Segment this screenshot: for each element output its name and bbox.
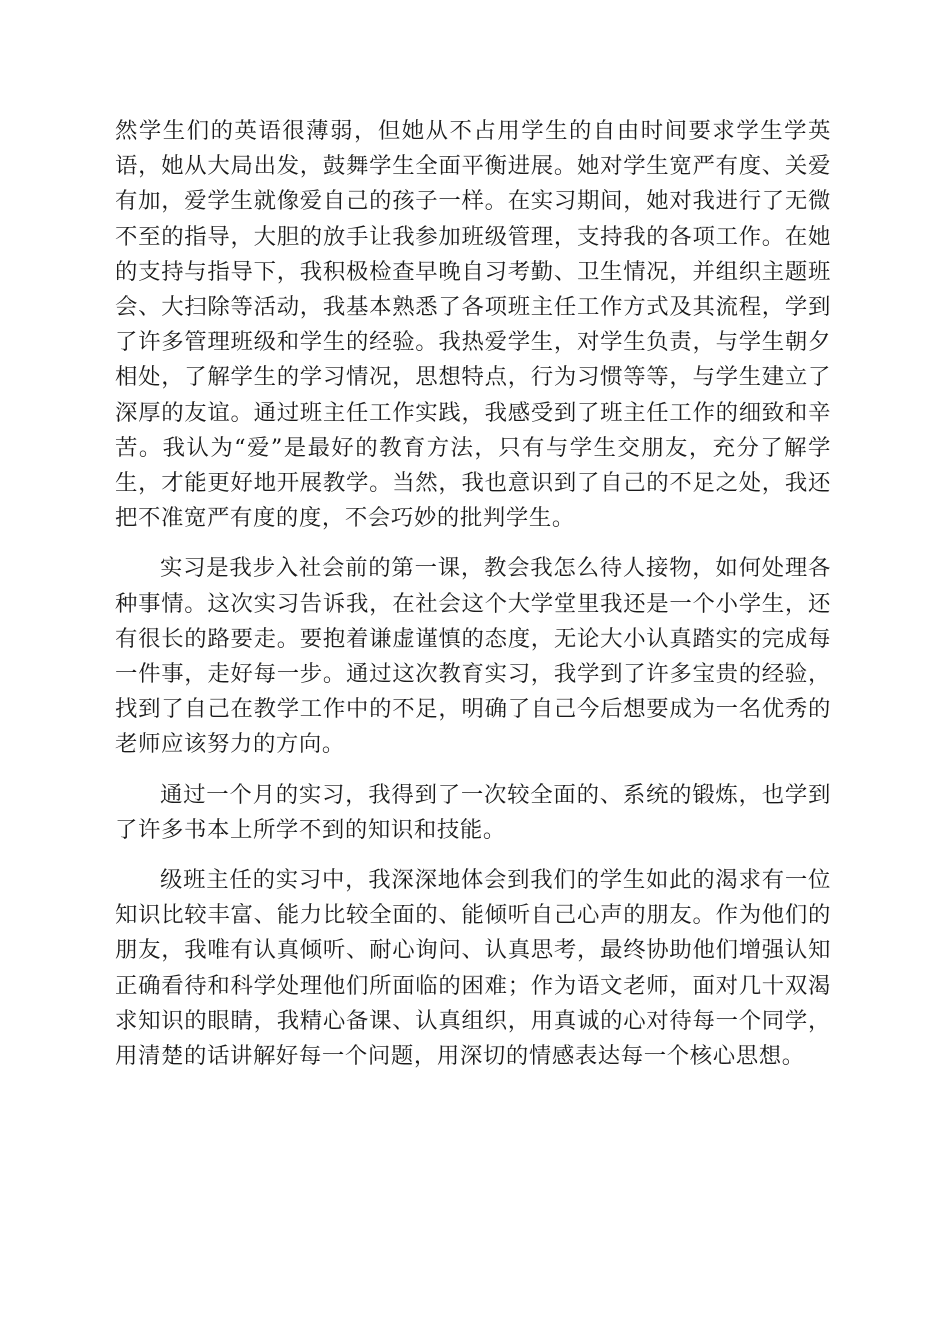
paragraph-4: 级班主任的实习中，我深深地体会到我们的学生如此的渴求有一位知识比较丰富、能力比较全面的、能倾听自己心声的朋友。作为他们的朋友，我唯有认真倾听、耐心询问、认真思考，最终协助他们增强认知正确看待和科学处理他们所面临的困难；作为语文老师，面对几十双渴求知识的眼睛，我精心备课、认真组织，用真诚的心对待每一个同学，用清楚的话讲解好每一个问题，用深切的情感表达每一个核心思想。 [115, 867, 831, 1070]
paragraph-3: 通过一个月的实习，我得到了一次较全面的、系统的锻炼，也学到了许多书本上所学不到的知识和技能。 [115, 781, 831, 843]
document-page [115, 114, 831, 1089]
paragraph-2: 实习是我步入社会前的第一课，教会我怎么待人接物，如何处理各种事情。这次实习告诉我，在社会这个大学堂里我还是一个小学生，还有很长的路要走。要抱着谦虚谨慎的态度，无论大小认真踏实的完成每一件事，走好每一步。通过这次教育实习，我学到了许多宝贵的经验，找到了自己在教学工作中的不足，明确了自己今后想要成为一名优秀的老师应该努力的方向。 [115, 555, 831, 758]
paragraph-1: 然学生们的英语很薄弱，但她从不占用学生的自由时间要求学生学英语，她从大局出发，鼓舞学生全面平衡进展。她对学生宽严有度、关爱有加，爱学生就像爱自己的孩子一样。在实习期间，她对我进行了无微不至的指导，大胆的放手让我参加班级管理，支持我的各项工作。在她的支持与指导下，我积极检查早晚自习考勤、卫生情况，并组织主题班会、大扫除等活动，我基本熟悉了各项班主任工作方式及其流程，学到了许多管理班级和学生的经验。我热爱学生，对学生负责，与学生朝夕相处，了解学生的学习情况，思想特点，行为习惯等等，与学生建立了深厚的友谊。通过班主任工作实践，我感受到了班主任工作的细致和辛苦。我认为“爱”是最好的教育方法，只有与学生交朋友，充分了解学生，才能更好地开展教学。当然，我也意识到了自己的不足之处，我还把不准宽严有度的度，不会巧妙的批判学生。 [115, 118, 831, 532]
